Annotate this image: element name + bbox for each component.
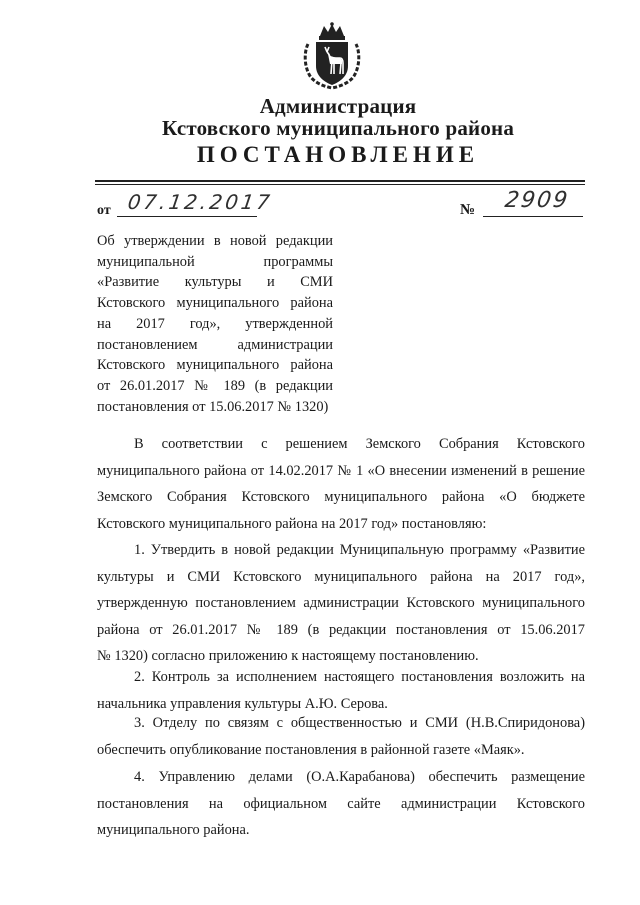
subject-line: «Развитие культуры и СМИ <box>97 274 333 291</box>
body-line: Земского Собрания Кстовского муниципального района «О бюджете <box>97 489 585 506</box>
subject-line: на 2017 год», утвержденной <box>97 315 333 332</box>
body-line: 4. Управлению делами (О.А.Карабанова) обеспечить размещение <box>134 769 585 785</box>
subject-line: Кстовского муниципального района <box>97 295 333 312</box>
item-1-paragraph <box>97 537 585 670</box>
header-divider-thick <box>95 180 585 182</box>
body-line: культуры и СМИ Кстовского муниципального района на 2017 год», <box>97 568 585 585</box>
subject-line: Кстовского муниципального района <box>97 357 333 374</box>
date-underline <box>117 216 257 217</box>
body-line: № 1320) согласно приложению к настоящему постановлению. <box>97 648 479 665</box>
body-line: 2. Контроль за исполнением настоящего постановления возложить на <box>134 669 585 685</box>
subject-line: постановлением администрации <box>97 336 333 353</box>
item-4-paragraph <box>97 764 585 844</box>
number-label: № <box>460 202 476 218</box>
body-line: 1. Утвердить в новой редакции Муниципальную программу «Развитие <box>134 542 585 558</box>
handwritten-date: 07.12.2017 <box>126 190 275 214</box>
subject-line: Об утверждении в новой редакции <box>97 233 333 249</box>
item-3-paragraph <box>97 710 585 763</box>
document-subject <box>97 231 333 417</box>
body-line: муниципального района от 14.02.2017 № 1 «О внесении изменений в решение <box>97 462 585 479</box>
subject-line: постановления от 15.06.2017 № 1320) <box>97 398 329 415</box>
body-line: утвержденную постановлением администрации Кстовского муниципального <box>97 595 585 612</box>
header-divider-thin <box>95 184 585 185</box>
body-line: района от 26.01.2017 № 189 (в редакции постановления от 15.06.2017 <box>97 621 585 638</box>
subject-line: от 26.01.2017 № 189 (в редакции <box>97 377 333 394</box>
preamble-paragraph <box>97 431 585 537</box>
body-line: постановления на официальном сайте администрации Кстовского <box>97 795 585 812</box>
body-line: В соответствии с решением Земского Собрания Кстовского <box>134 436 585 452</box>
body-line: муниципального района. <box>97 822 250 839</box>
district-title: Кстовского муниципального района <box>161 116 515 140</box>
coat-of-arms-icon <box>300 22 364 92</box>
document-type-heading: ПОСТАНОВЛЕНИЕ <box>196 142 480 167</box>
administration-title: Администрация <box>259 94 417 118</box>
body-line: Кстовского муниципального района на 2017 год» постановляю: <box>97 515 487 532</box>
body-line: начальника управления культуры А.Ю. Серова. <box>97 695 388 712</box>
number-underline <box>483 216 583 217</box>
date-label: от <box>97 203 111 218</box>
body-line: обеспечить опубликование постановления в районной газете «Маяк». <box>97 741 525 758</box>
body-line: 3. Отделу по связям с общественностью и СМИ (Н.В.Спиридонова) <box>134 715 585 731</box>
subject-line: муниципальной программы <box>97 253 333 270</box>
handwritten-number: 2909 <box>503 188 571 213</box>
